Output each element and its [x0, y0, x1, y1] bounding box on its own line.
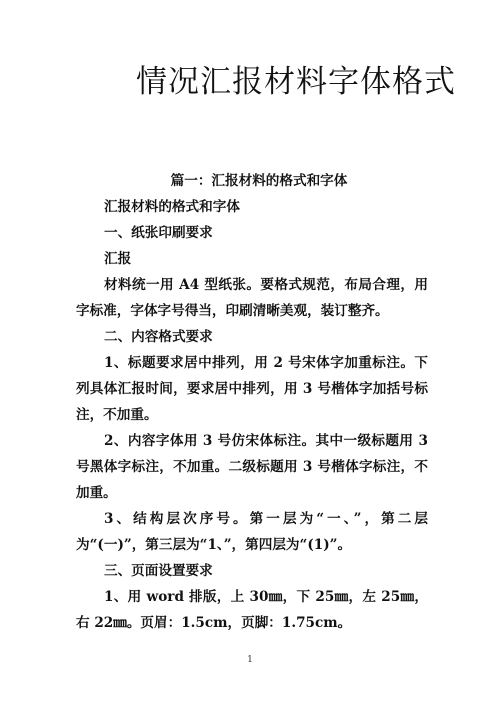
section-heading-content-format: 二、内容格式要求 [104, 329, 213, 345]
document-title: 情况汇报材料字体格式 [136, 64, 456, 100]
paragraph-font-rule: 2、内容字体用 3 号仿宋体标注。其中一级标题用 3 号黑体字标注，不加重。二级标题用 3 号楷体字标注，不加重。 [76, 433, 428, 501]
document-body [76, 168, 428, 636]
page-number: 1 [247, 655, 253, 665]
paragraph-page-setup: 1、用 word 排版，上 30㎜，下 25㎜，左 25㎜，右 22㎜。页眉：1.5cm，页脚：1.75cm。 [76, 589, 428, 631]
article-subtitle: 篇一：汇报材料的格式和字体 [170, 173, 348, 189]
paragraph-paper-spec: 材料统一用 A4 型纸张。要格式规范，布局合理，用字标准，字体字号得当，印刷清晰美观，装订整齐。 [76, 277, 428, 319]
paragraph-title-rule: 1、标题要求居中排列，用 2 号宋体字加重标注。下列具体汇报时间，要求居中排列，用 3 号楷体字加括号标注，不加重。 [76, 355, 428, 423]
body-line-heading: 汇报材料的格式和字体 [104, 199, 240, 215]
body-line-report: 汇报 [104, 251, 132, 267]
paragraph-numbering-rule: 3、结构层次序号。第一层为“一、”，第二层为“(一)”，第三层为“1、”，第四层为“(1)”。 [76, 511, 428, 553]
section-heading-page-setup: 三、页面设置要求 [104, 563, 213, 579]
section-heading-paper: 一、纸张印刷要求 [104, 225, 213, 241]
